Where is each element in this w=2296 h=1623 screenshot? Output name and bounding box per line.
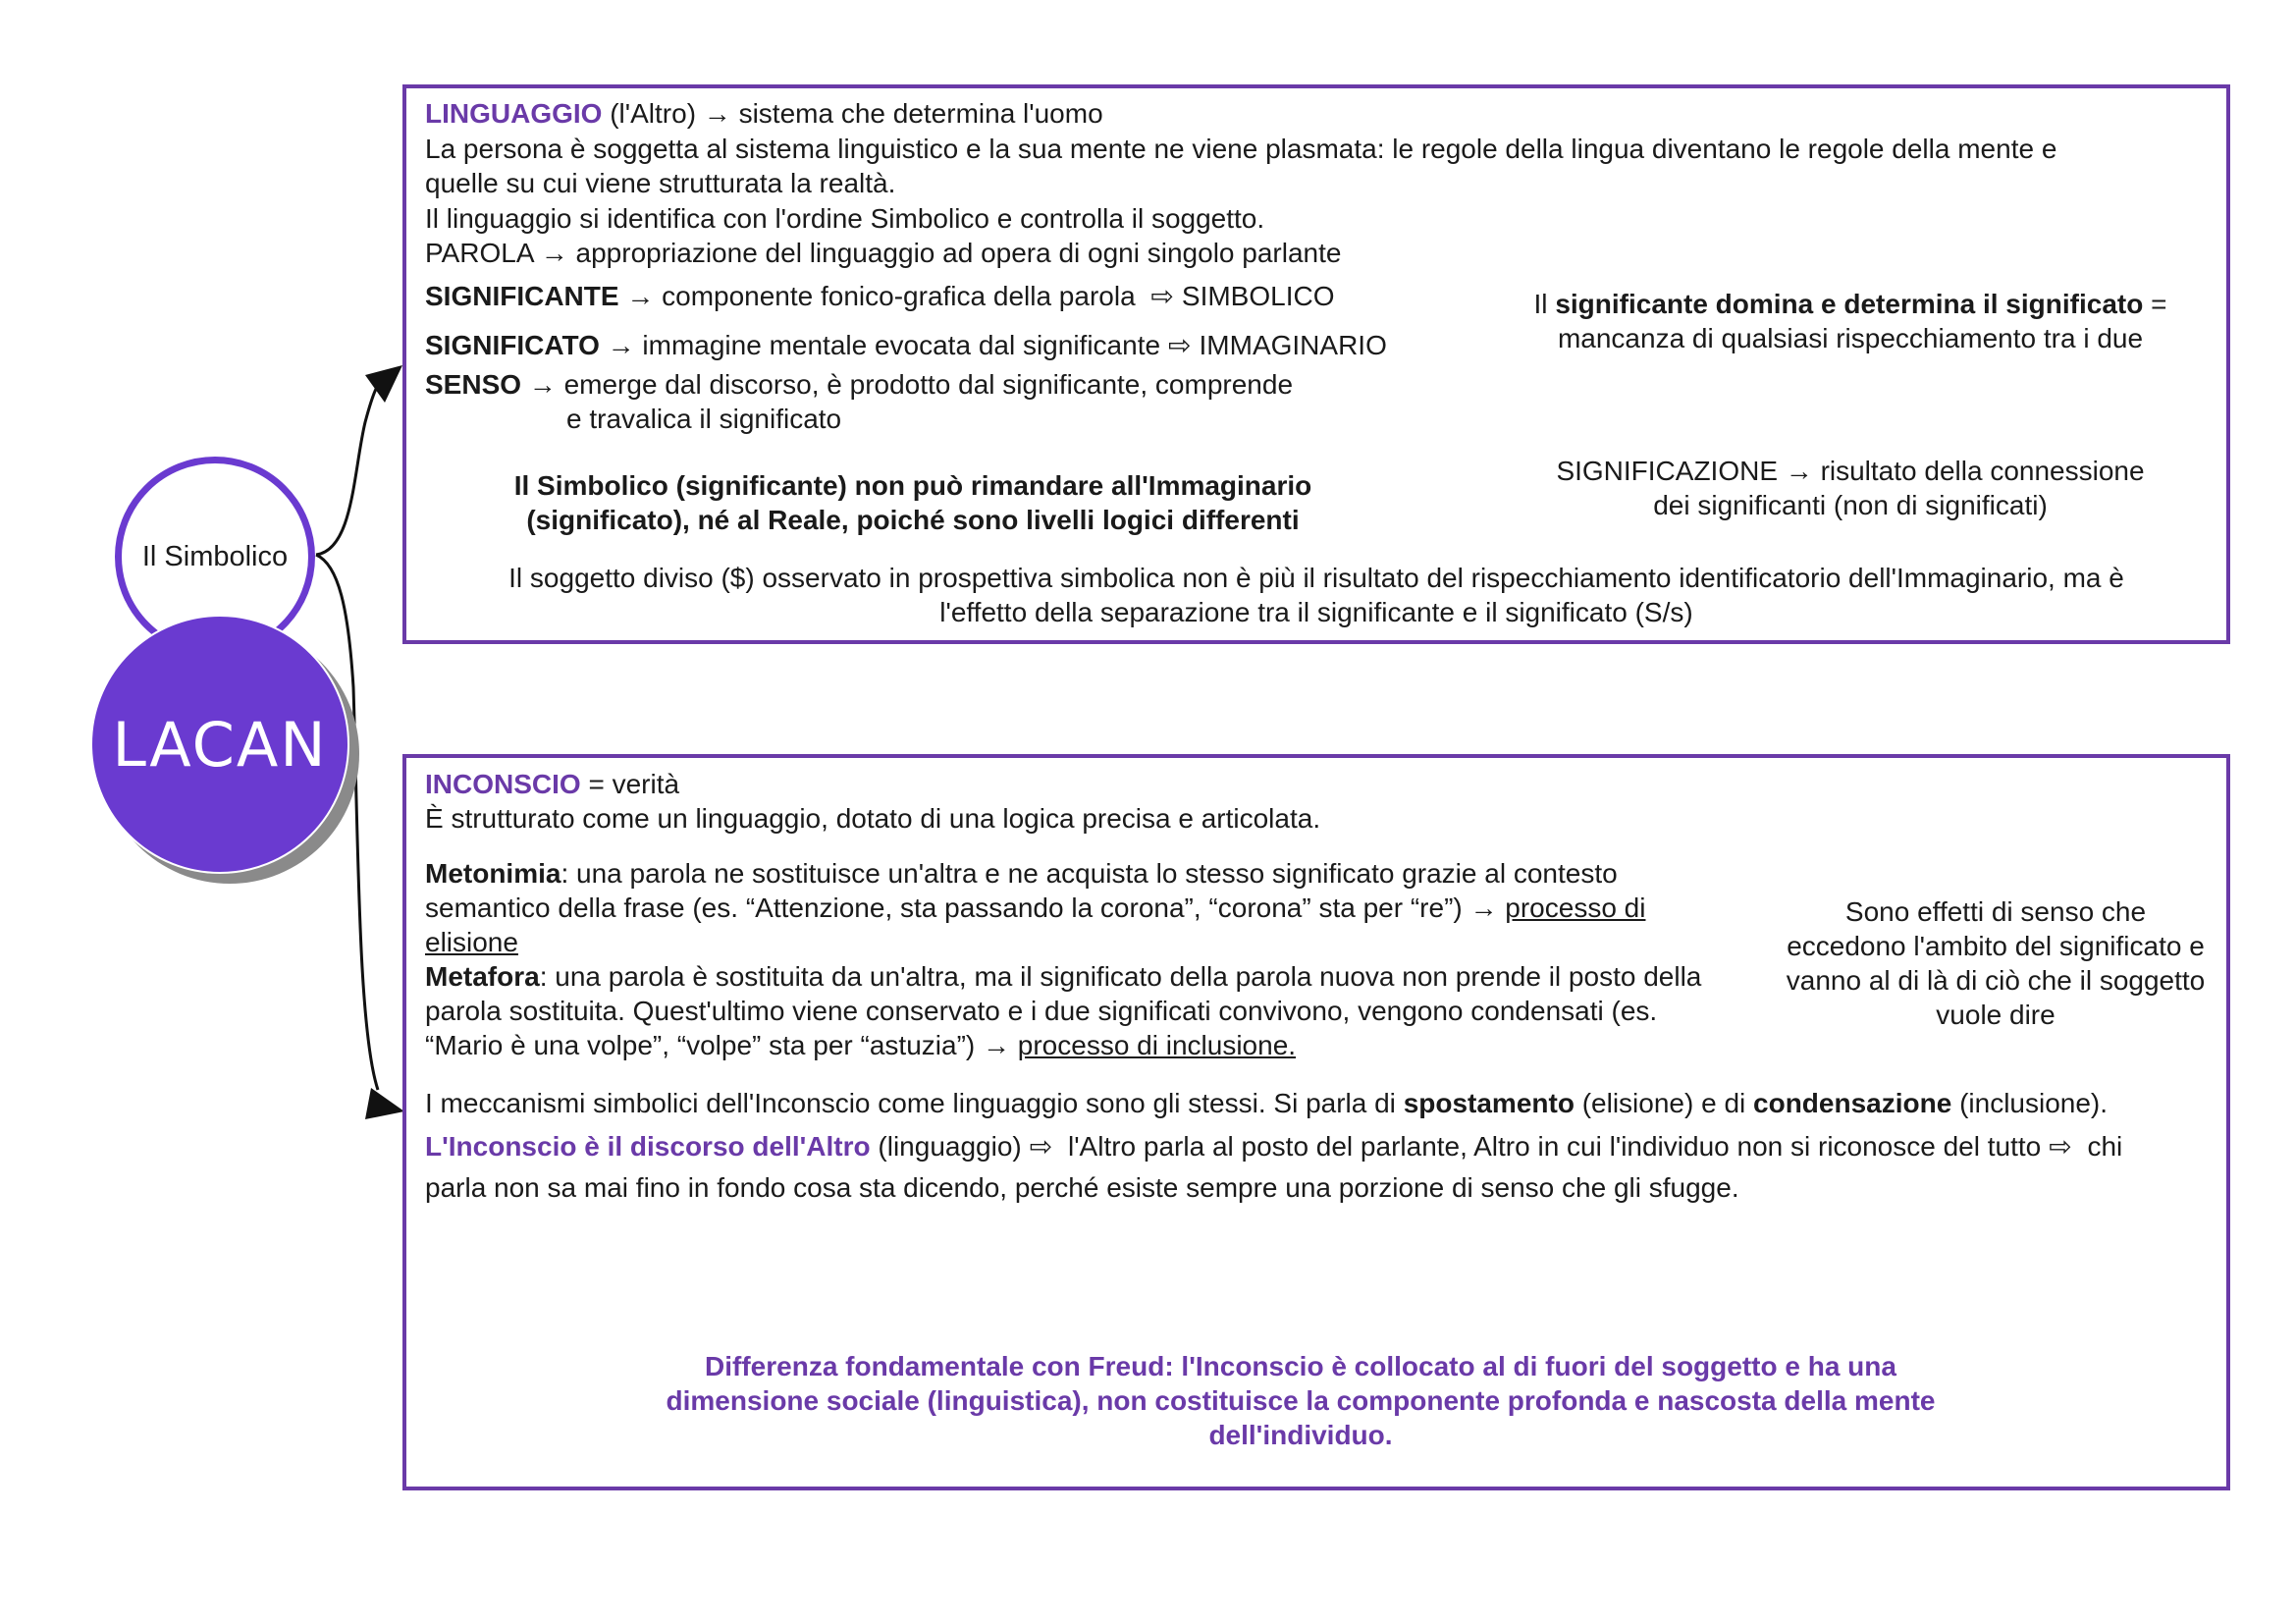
freud-line1: Differenza fondamentale con Freud: l'Inconscio è collocato al di fuori del soggetto e ha una [705, 1351, 1896, 1381]
brace-pre: Il [1533, 289, 1556, 319]
simbolico-label: Il Simbolico [141, 540, 289, 572]
freud-line2: dimensione sociale (linguistica), non costituisce la componente profonda e nascosta della mente [666, 1385, 1936, 1416]
double-arrow-icon: ⇨ [1150, 281, 1174, 311]
condensazione-term: condensazione [1753, 1088, 1952, 1118]
metafora-process: processo di inclusione. [1017, 1030, 1297, 1060]
metafora-text: : una parola è sostituita da un'altra, ma il significato della parola nuova non prende il posto della parola sostituita. Quest'ultimo viene conservato e i due significati convivono, vengono condensati (es. “Mario è una volpe”, “volpe” sta per “astuzia”) → [425, 961, 1702, 1060]
meccanismi-pre: I meccanismi simbolici dell'Inconscio come linguaggio sono gli stessi. Si parla di [425, 1088, 1404, 1118]
simbolico-statement-line1: Il Simbolico (significante) non può rimandare all'Immaginario [513, 470, 1312, 501]
arrowhead-linguaggio [365, 365, 402, 403]
significazione-line2: dei significanti (non di significati) [1653, 490, 2048, 520]
inconscio-heading-rest: = verità [580, 769, 680, 799]
soggetto-line1: Il soggetto diviso ($) osservato in prospettiva simbolica non è più il risultato del rispecchiamento identificatorio dell'Immaginario, ma è [508, 563, 2124, 593]
senso-label: SENSO [425, 369, 522, 400]
inconscio-heading: INCONSCIO [425, 769, 581, 799]
brace-text-line2: mancanza di qualsiasi rispecchiamento tra i due [1557, 323, 2144, 353]
linguaggio-heading-line [425, 96, 1103, 131]
significante-line [425, 279, 1334, 313]
significante-target: SIMBOLICO [1181, 281, 1335, 311]
inconscio-heading-line [425, 767, 679, 801]
significante-text: → componente fonico-grafica della parola [618, 281, 1144, 311]
significante-label: SIGNIFICANTE [425, 281, 619, 311]
discorso-text3: chi [2079, 1131, 2123, 1162]
connector-to-linguaggio [316, 371, 393, 555]
connector-to-inconscio [316, 555, 378, 1090]
linguaggio-line2: La persona è soggetta al sistema linguistico e la sua mente ne viene plasmata: le regole della lingua diventano le regole della mente e [425, 134, 2057, 164]
linguaggio-line3: quelle su cui viene strutturata la realtà. [425, 168, 896, 198]
brace-bold: significante domina e determina il significato [1555, 289, 2144, 319]
discorso-line [425, 1129, 2122, 1163]
lacan-title: LACAN [112, 708, 328, 781]
discorso-text1: (linguaggio) [870, 1131, 1022, 1162]
arrowhead-inconscio [365, 1088, 404, 1119]
senso-line [425, 367, 1293, 402]
metonimia-text: : una parola ne sostituisce un'altra e ne acquista lo stesso significato grazie al contesto semantico della frase (es. “Attenzione, sta passando la corona”, “corona” sta per “re”) → [425, 858, 1618, 923]
double-arrow-icon: ⇨ [1168, 330, 1192, 360]
discorso-text2: l'Altro parla al posto del parlante, Altro in cui l'individuo non si riconosce del tutto [1060, 1131, 2042, 1162]
metonimia-process: processo di elisione [425, 893, 1646, 957]
metafora-label: Metafora [425, 961, 540, 992]
soggetto-line2: l'effetto della separazione tra il significante e il significato (S/s) [939, 597, 1693, 627]
discorso-line2: parla non sa mai fino in fondo cosa sta dicendo, perché esiste sempre una porzione di senso che gli sfugge. [425, 1172, 1739, 1203]
significato-text: → immagine mentale evocata dal significante [599, 330, 1161, 360]
metonimia-label: Metonimia [425, 858, 561, 889]
significato-target: IMMAGINARIO [1199, 330, 1387, 360]
metonimia-paragraph [425, 856, 1711, 1062]
senso-text: → emerge dal discorso, è prodotto dal significante, comprende [521, 369, 1294, 400]
brace-post: = [2143, 289, 2167, 319]
simbolico-statement-line2: (significato), né al Reale, poiché sono livelli logici differenti [526, 505, 1300, 535]
linguaggio-line5: PAROLA → appropriazione del linguaggio ad opera di ogni singolo parlante [425, 238, 1342, 268]
meccanismi-line [425, 1086, 2108, 1120]
meccanismi-mid: (elisione) e di [1574, 1088, 1754, 1118]
significato-line [425, 328, 1387, 362]
linguaggio-line4: Il linguaggio si identifica con l'ordine Simbolico e controlla il soggetto. [425, 203, 1265, 234]
lacan-node [90, 615, 349, 874]
linguaggio-heading-rest: (l'Altro) → sistema che determina l'uomo [602, 98, 1103, 129]
inconscio-line2: È strutturato come un linguaggio, dotato di una logica precisa e articolata. [425, 803, 1321, 834]
significato-label: SIGNIFICATO [425, 330, 600, 360]
senso-line2: e travalica il significato [566, 404, 842, 434]
linguaggio-heading: LINGUAGGIO [425, 98, 603, 129]
significazione-line1: SIGNIFICAZIONE → risultato della connessione [1556, 456, 2145, 486]
effetti-senso-text: Sono effetti di senso che eccedono l'ambito del significato e vanno al di là di ciò che il soggetto vuole dire [1786, 896, 2206, 1030]
double-arrow-icon: ⇨ [2049, 1131, 2072, 1162]
freud-line3: dell'individuo. [1208, 1420, 1393, 1450]
double-arrow-icon: ⇨ [1029, 1131, 1053, 1162]
spostamento-term: spostamento [1403, 1088, 1575, 1118]
meccanismi-post: (inclusione). [1951, 1088, 2109, 1118]
brace-text-line1 [1512, 287, 2189, 321]
discorso-label: L'Inconscio è il discorso dell'Altro [425, 1131, 871, 1162]
